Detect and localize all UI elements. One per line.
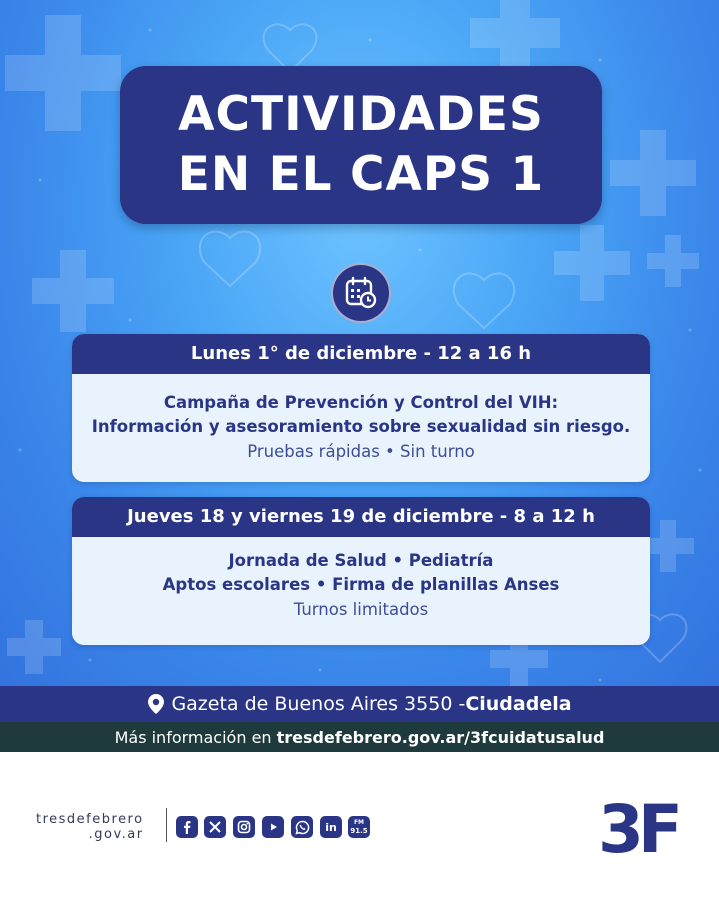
location-pin-icon: [147, 693, 165, 715]
event-card-1-header: Lunes 1° de diciembre - 12 a 16 h: [72, 334, 650, 374]
x-icon[interactable]: [204, 816, 226, 838]
event-card-1-line-2: Información y asesoramiento sobre sexualidad sin riesgo.: [91, 417, 631, 436]
info-bar: [0, 722, 719, 752]
linkedin-icon[interactable]: in: [320, 816, 342, 838]
event-card-2-header: Jueves 18 y viernes 19 de diciembre - 8 a 12 h: [72, 497, 650, 537]
address-street: Gazeta de Buenos Aires 3550 -: [171, 693, 466, 715]
fm-frequency: 91.5: [350, 827, 368, 835]
event-card-1-note: Pruebas rápidas • Sin turno: [247, 442, 475, 461]
fm-radio-icon[interactable]: [348, 816, 370, 838]
address-city: Ciudadela: [465, 693, 572, 715]
logo-text: 3F: [598, 794, 678, 856]
event-card-2-body: [72, 537, 650, 623]
title-banner: [120, 66, 602, 224]
youtube-icon[interactable]: [262, 816, 284, 838]
address-bar: [0, 686, 719, 722]
tres-de-febrero-logo[interactable]: [598, 794, 682, 856]
title-line-1: ACTIVIDADES: [178, 87, 544, 142]
facebook-icon[interactable]: [176, 816, 198, 838]
event-card-2-line-1: Jornada de Salud • Pediatría: [228, 551, 494, 570]
brand-line-2: .gov.ar: [88, 827, 144, 842]
brand-divider: [166, 808, 167, 842]
event-card-1-body: [72, 374, 650, 465]
title-line-2: EN EL CAPS 1: [177, 147, 545, 202]
info-prefix: Más información en: [114, 727, 272, 747]
event-card-1: [72, 334, 650, 482]
info-url[interactable]: tresdefebrero.gov.ar/3fcuidatusalud: [276, 727, 605, 747]
event-card-2-note: Turnos limitados: [293, 600, 429, 619]
brand-line-1: tresdefebrero: [36, 812, 144, 827]
event-card-2: [72, 497, 650, 645]
event-card-2-line-2: Aptos escolares • Firma de planillas Anses: [162, 575, 560, 594]
instagram-icon[interactable]: [233, 816, 255, 838]
event-card-1-line-1: Campaña de Prevención y Control del VIH:: [163, 393, 559, 412]
calendar-badge: [331, 263, 391, 323]
whatsapp-icon[interactable]: [291, 816, 313, 838]
calendar-clock-icon: [344, 276, 378, 310]
fm-label: FM: [353, 819, 365, 826]
brand-wordmark[interactable]: [36, 812, 144, 842]
